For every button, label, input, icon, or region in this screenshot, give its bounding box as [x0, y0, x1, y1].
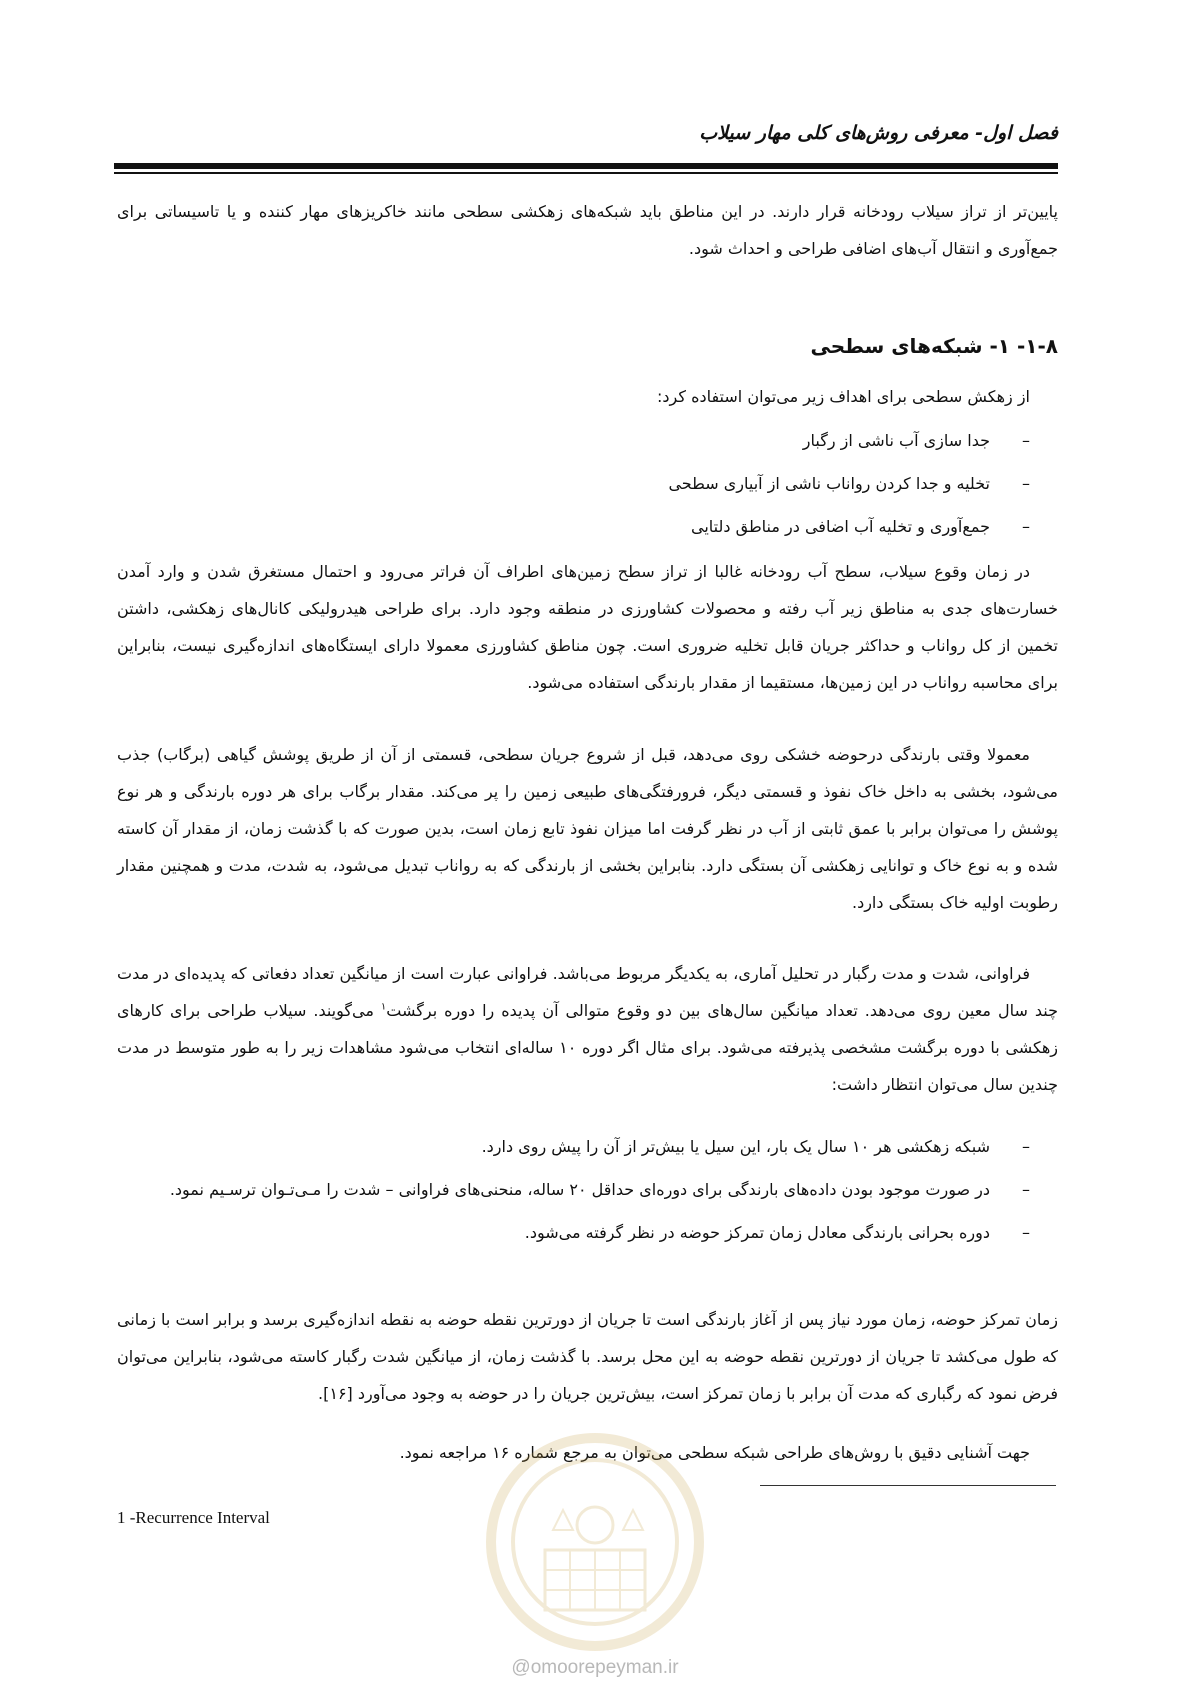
dash-icon: – — [1022, 474, 1030, 493]
paragraph-frequency: فراوانی، شدت و مدت رگبار در تحلیل آماری، به یکدیگر مربوط می‌باشد. فراوانی عبارت است از میانگین تعداد دفعاتی که پدیده‌ای در مدت چند سال معین روی می‌دهد. تعداد میانگین سال‌های بین دو وقوع متوالی آن پدیده را دوره برگشت$^۱$ می‌گویند. سیلاب طراحی برای کارهای زهکشی با دوره برگشت مشخصی پذیرفته می‌شود. برای مثال اگر دوره ۱۰ ساله‌ای انتخاب می‌شود مشاهدات زیر را به طور متوسط در مدت چندین سال می‌توان انتظار داشت: — [117, 964, 1058, 1094]
list-item: – جمع‌آوری و تخلیه آب اضافی در مناطق دلتایی — [117, 508, 1030, 545]
dash-icon: – — [1022, 431, 1030, 450]
chapter-title: فصل اول- معرفی روش‌های کلی مهار سیلاب — [699, 122, 1058, 144]
watermark-seal-icon — [483, 1430, 708, 1665]
header-rule-thick — [114, 163, 1058, 169]
footnote-rule — [760, 1485, 1056, 1486]
footnote-marker: ۱ — [380, 1001, 387, 1013]
list-item: – دوره بحرانی بارندگی معادل زمان تمرکز حوضه در نظر گرفته می‌شود. — [117, 1214, 1030, 1251]
section-heading: ۱-۸- ۱- شبکه‌های سطحی — [810, 334, 1058, 358]
dash-icon: – — [1022, 1180, 1030, 1199]
paragraph-flood: در زمان وقوع سیلاب، سطح آب رودخانه غالبا از تراز سطح زمین‌های اطراف آن فراتر می‌رود و احتمال مستغرق شدن و وارد آمدن خسارت‌های جدی به مناطق زیر آب رفته و محصولات کشاورزی در منطقه وجود دارد. برای طراحی هیدرولیکی کانال‌های زهکشی، داشتن تخمین از کل رواناب و حداکثر جریان قابل تخلیه ضروری است. چون مناطق کشاورزی معمولا دارای ایستگاه‌های اندازه‌گیری نیست، بنابراین برای محاسبه رواناب در این زمین‌ها، مستقیما از مقدار بارندگی استفاده می‌شود. — [117, 562, 1058, 692]
paragraph-reference: جهت آشنایی دقیق با روش‌های طراحی شبکه سطحی می‌توان به مرجع شماره ۱۶ مراجعه نمود. — [399, 1443, 1030, 1462]
paragraph-concentration: زمان تمرکز حوضه، زمان مورد نیاز پس از آغاز بارندگی است تا جریان از دورترین نقطه حوضه به نقطه اندازه‌گیری برسد و برابر است با زمانی که طول می‌کشد تا جریان از دورترین نقطه حوضه به این محل برسد. با گذشت زمان، از میانگین شدت رگبار کاسته می‌شود، بنابراین می‌توان فرض نمود که رگباری که مدت آن برابر با زمان تمرکز است، بیش‌ترین جریان را در حوضه به وجود می‌آورد [۱۶]. — [117, 1310, 1058, 1403]
dash-icon: – — [1022, 1137, 1030, 1156]
paragraph-rainfall: معمولا وقتی بارندگی درحوضه خشکی روی می‌دهد، قبل از شروع جریان سطحی، قسمتی از آن از طریق پوشش گیاهی (برگاب) جذب می‌شود، بخشی به داخل خاک نفوذ و قسمتی دیگر، فرورفتگی‌های طبیعی زمین را پر می‌کند. مقدار برگاب برای هر دوره بارندگی و هر نوع پوشش را می‌توان برابر با عمق ثابتی از آب در نظر گرفت اما میزان نفوذ تابع زمان است، بدین صورت که با گذشت زمان، از مقدار آن کاسته شده و به نوع خاک و توانایی زهکشی آن بستگی دارد. بنابراین بخشی از بارندگی که به رواناب تبدیل می‌شود، به شدت، مدت و همچنین مقدار رطوبت اولیه خاک بستگی دارد. — [117, 745, 1058, 912]
bullet-list-2 — [117, 1128, 1030, 1251]
list-item: – تخلیه و جدا کردن رواناب ناشی از آبیاری سطحی — [117, 465, 1030, 502]
intro-paragraph: پایین‌تر از تراز سیلاب رودخانه قرار دارند. در این مناطق باید شبکه‌های زهکشی سطحی مانند خاکریزهای مهار کننده و یا تاسیساتی برای جمع‌آوری و انتقال آب‌های اضافی طراحی و احداث شود. — [117, 202, 1058, 258]
list-item: – جدا سازی آب ناشی از رگبار — [117, 422, 1030, 459]
dash-icon: – — [1022, 517, 1030, 536]
section-lead: از زهکش سطحی برای اهداف زیر می‌توان استفاده کرد: — [657, 387, 1030, 406]
bullet-list-1 — [117, 422, 1030, 545]
footnote: 1 -Recurrence Interval — [117, 1508, 270, 1527]
watermark-url: @omoorepeyman.ir — [511, 1657, 679, 1678]
list-item: – شبکه زهکشی هر ۱۰ سال یک بار، این سیل یا بیش‌تر از آن را پیش روی دارد. — [117, 1128, 1030, 1165]
list-item: – در صورت موجود بودن داده‌های بارندگی برای دوره‌ای حداقل ۲۰ ساله، منحنی‌های فراوانی – شدت را مـی‌تـوان ترسـیم نمود. — [117, 1171, 1030, 1208]
dash-icon: – — [1022, 1223, 1030, 1242]
header-rule-thin — [114, 172, 1058, 174]
